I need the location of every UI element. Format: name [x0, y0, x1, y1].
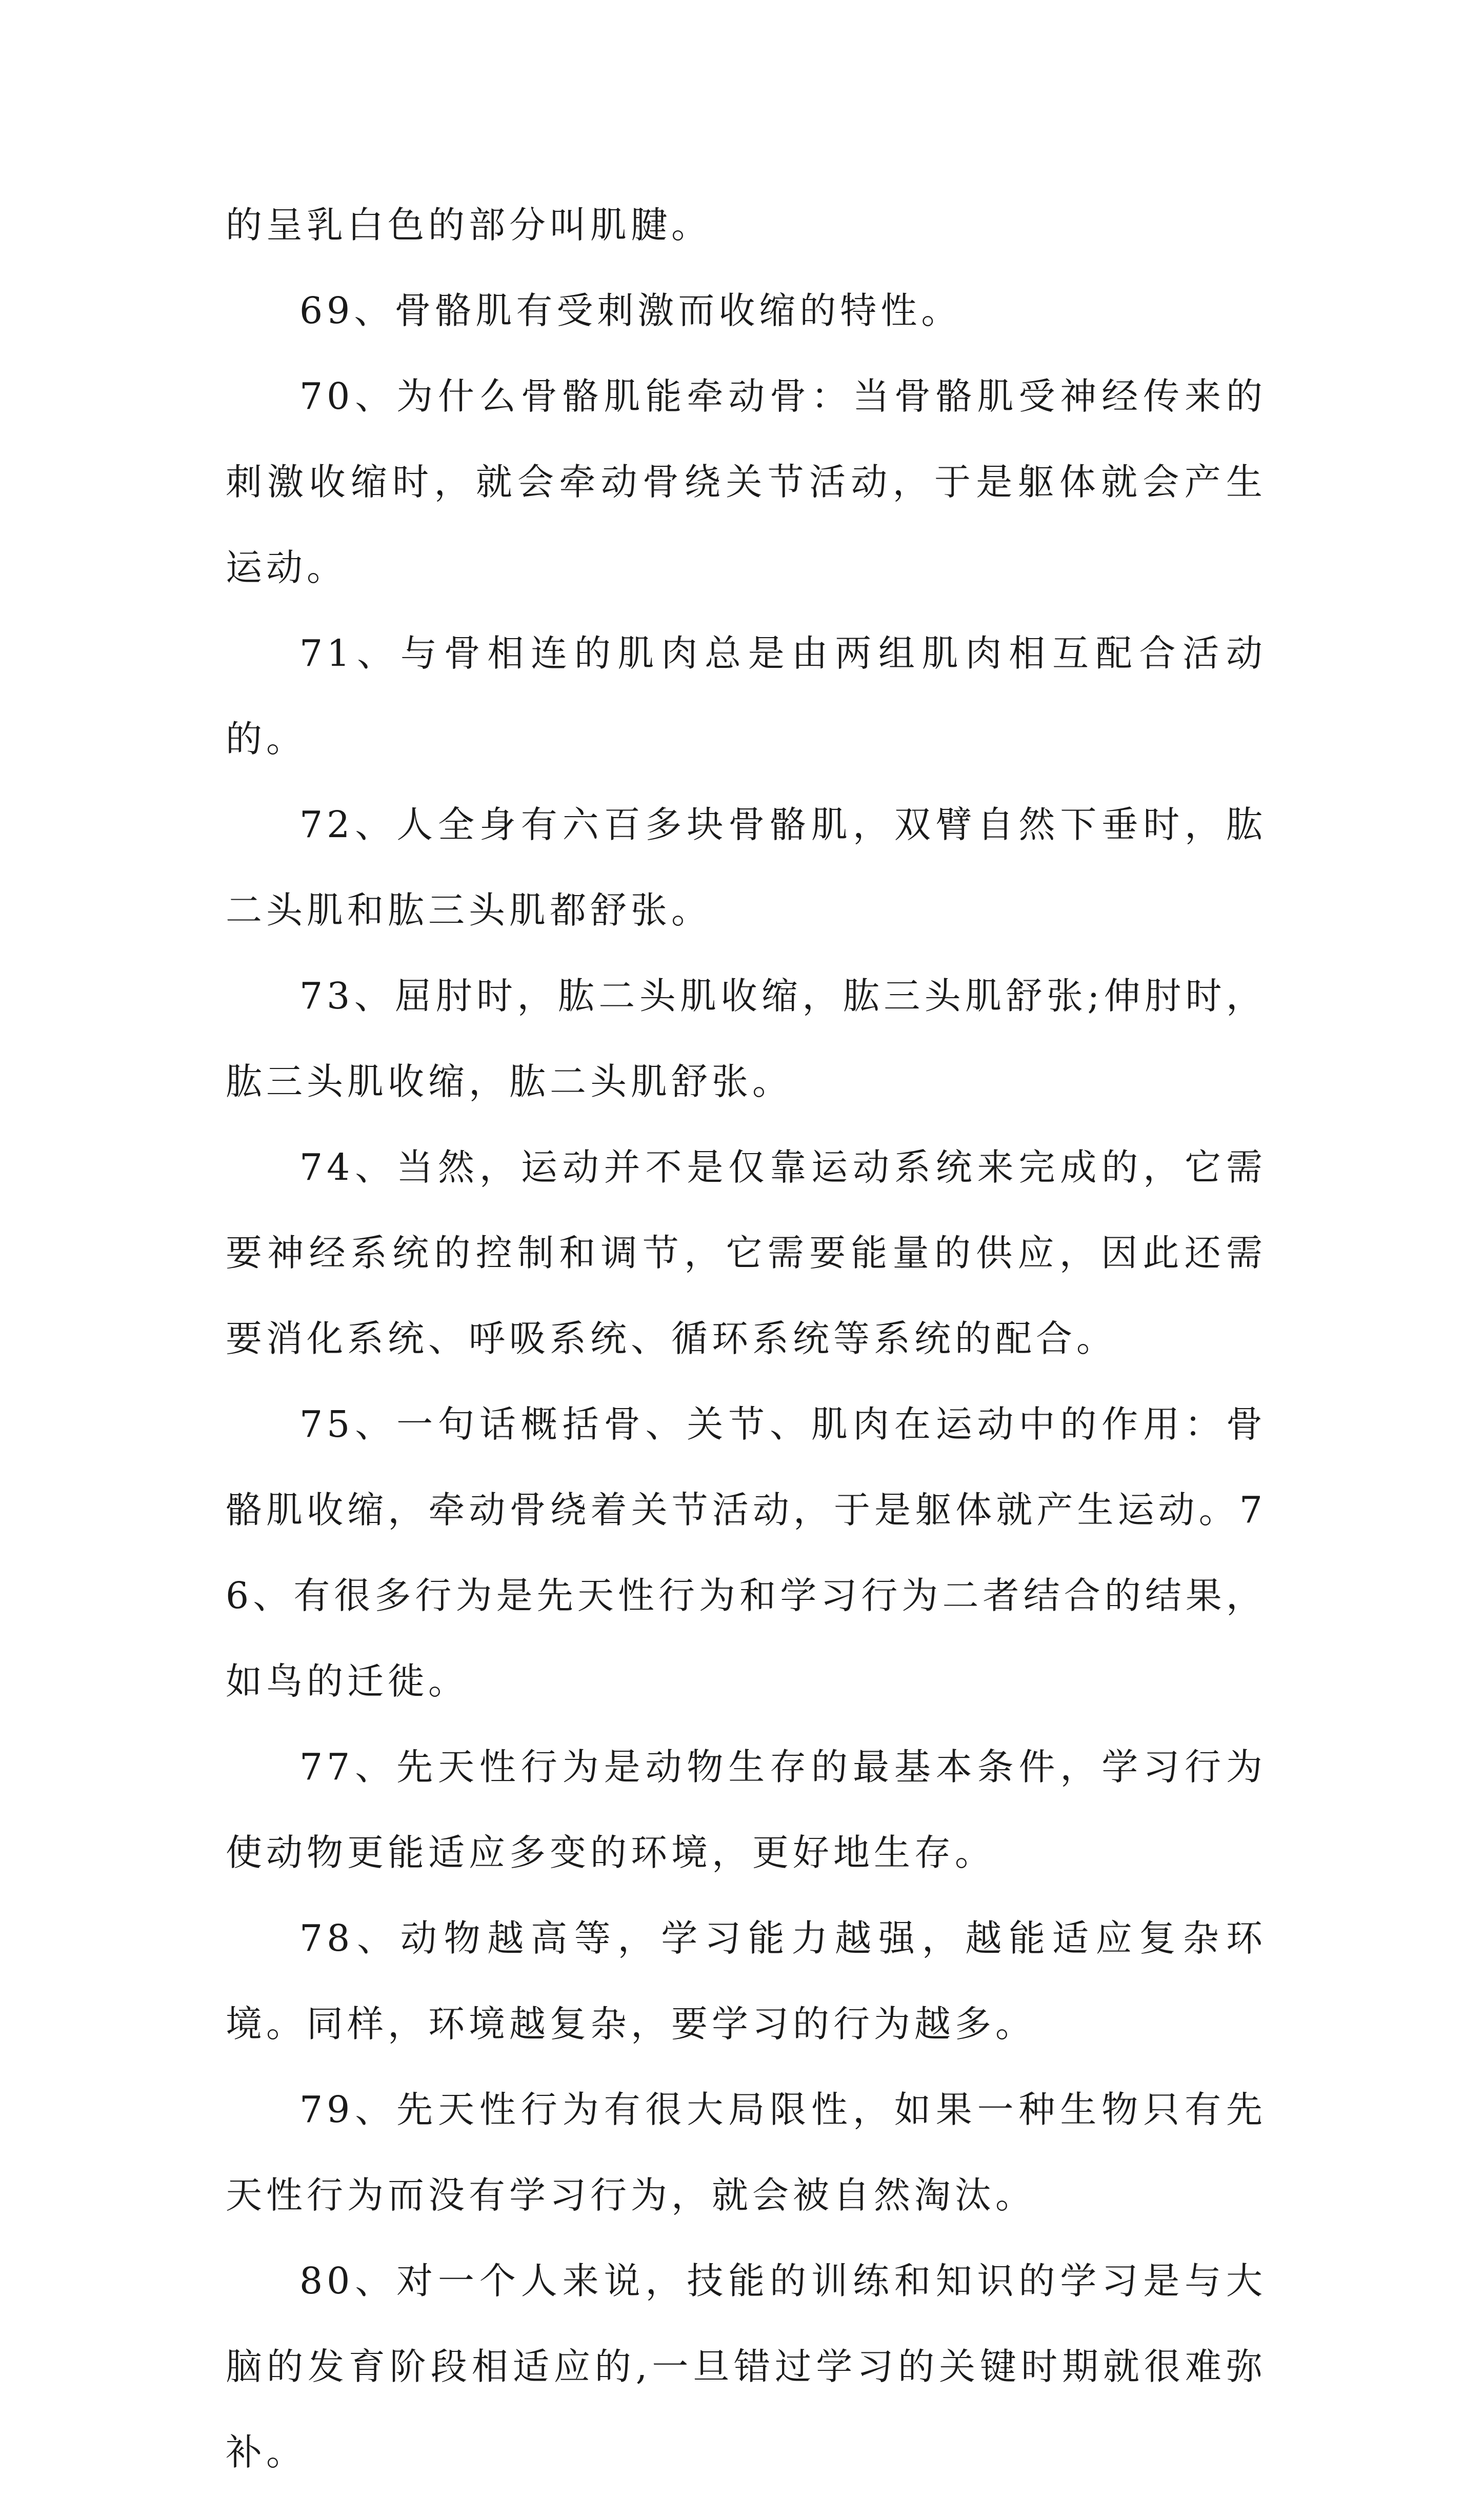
- paragraph-79: 79、先天性行为有很大局限性，如果一种生物只有先天性行为而没有学习行为，就会被自然淘汰。: [226, 2088, 1267, 2216]
- paragraph-71: 71、与骨相连的肌肉总是由两组肌肉相互配合活动的。: [226, 632, 1267, 760]
- paragraph-80: 80、对一个人来说，技能的训练和知识的学习是与大脑的发育阶段相适应的,一旦错过学习的关键时期就很难弥补。: [226, 2260, 1267, 2473]
- paragraph-78: 78、动物越高等，学习能力越强，越能适应复杂环境。同样，环境越复杂，要学习的行为越多。: [226, 1917, 1267, 2045]
- paragraph-72: 72、人全身有六百多块骨骼肌，双臂自然下垂时，肱二头肌和肱三头肌都舒张。: [226, 803, 1267, 932]
- paragraph-73: 73、屈肘时，肱二头肌收缩，肱三头肌舒张;伸肘时，肱三头肌收缩，肱二头肌舒张。: [226, 975, 1267, 1103]
- paragraph-continuation: 的呈乳白色的部分叫肌腱。: [226, 204, 712, 246]
- paragraph-74: 74、当然，运动并不是仅靠运动系统来完成的，它需要神经系统的控制和调节，它需要能量的供应，因此还需要消化系统、呼吸系统、循环系统等系统的配合。: [226, 1146, 1267, 1360]
- paragraph-69: 69、骨骼肌有受刺激而收缩的特性。: [299, 289, 962, 332]
- body-text: [226, 182, 1267, 2495]
- paragraph-77: 77、先天性行为是动物生存的最基本条件，学习行为使动物更能适应多变的环境，更好地生存。: [226, 1746, 1267, 1874]
- paragraph-70: 70、为什么骨骼肌能牵动骨：当骨骼肌受神经传来的刺激收缩时，就会牵动骨绕关节活动，于是躯体就会产生运动。: [226, 375, 1267, 589]
- paragraph-75-76: 75、一句话概括骨、关节、肌肉在运动中的作用：骨骼肌收缩，牵动骨绕着关节活动，于是躯体就产生运动。76、有很多行为是先天性行为和学习行为二者结合的结果，如鸟的迁徙。: [226, 1403, 1267, 1702]
